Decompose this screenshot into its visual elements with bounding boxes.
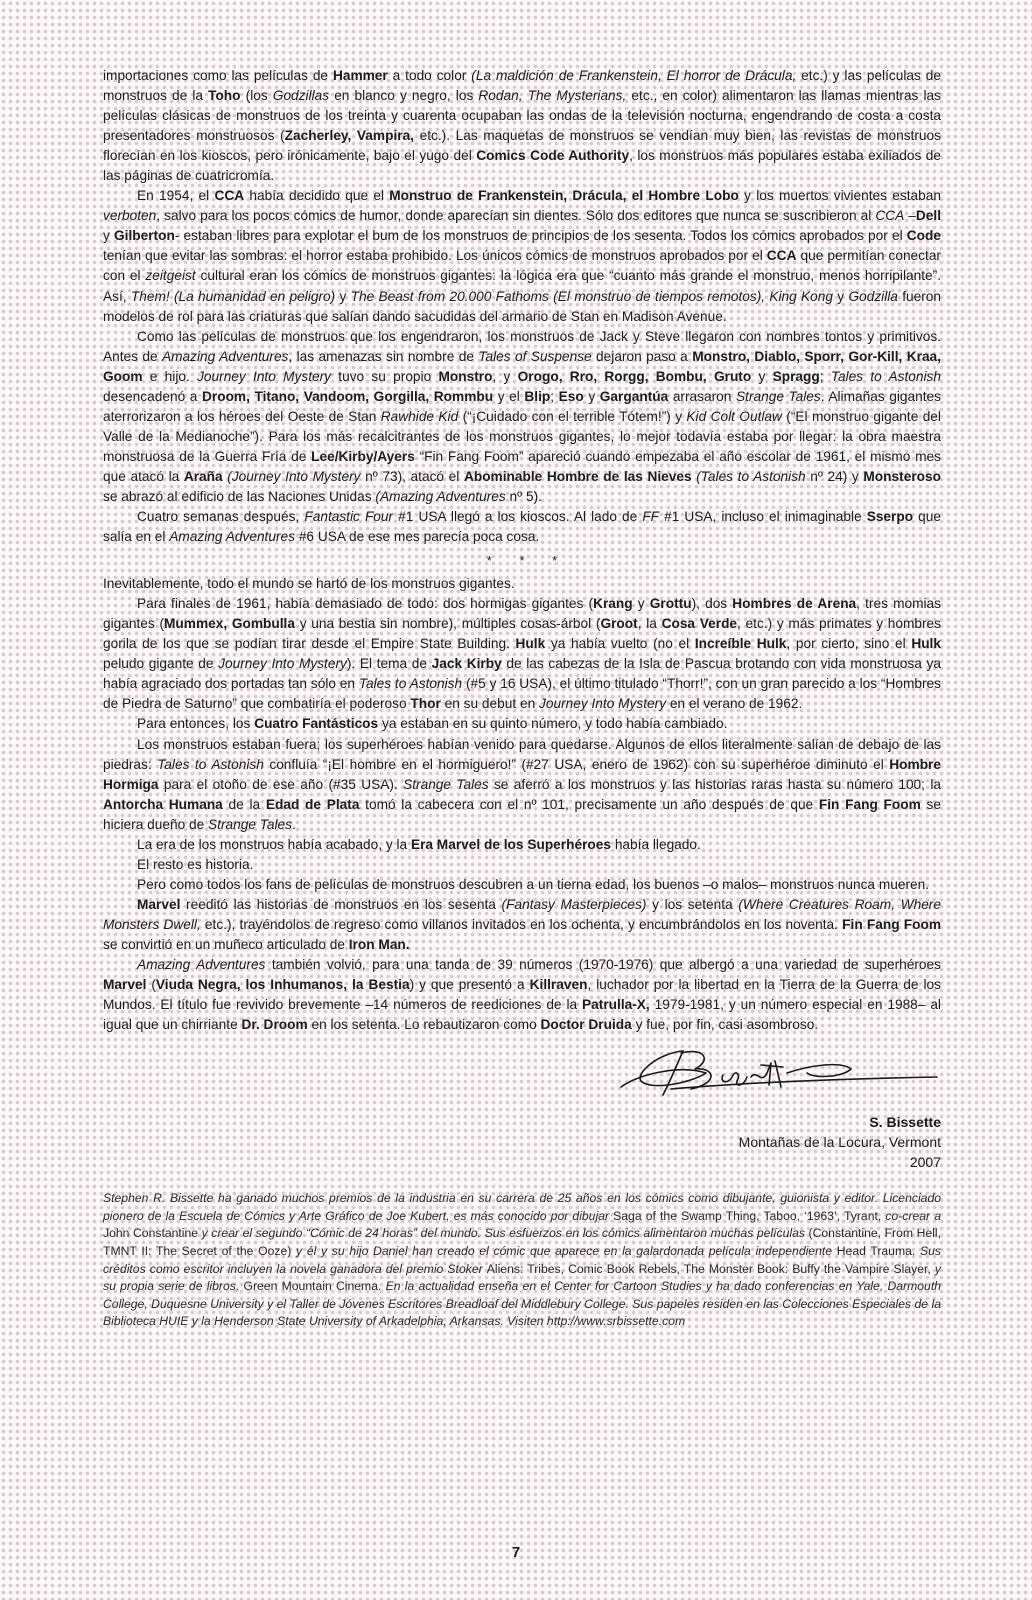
paragraph: Marvel reeditó las historias de monstruos en los sesenta (Fantasy Masterpieces) y los setenta (Where Creatures Roam, Where Monsters Dwell, etc.), trayéndolos de regreso como villanos invitados en los ochenta, y encumbrándolos en los noventa. Fin Fang Foom se convirtió en un muñeco articulado de Iron Man.: [103, 896, 941, 952]
page-number: 7: [511, 1544, 521, 1561]
paragraph: El resto es historia.: [137, 856, 254, 872]
paragraph: Para finales de 1961, había demasiado de todo: dos hormigas gigantes (Krang y Grottu), dos Hombres de Arena, tres momias gigantes (Mummex, Gombulla y una bestia sin nombre), múltiples cosas-árbol (Groot, la Cosa Verde, etc.) y más primates y hombres gorila de los que se podían tirar desde el Empire State Building. Hulk ya había vuelto (no el Increíble Hulk, por cierto, sino el Hulk peludo gigante de Journey Into Mystery). El tema de Jack Kirby de las cabezas de la Isla de Pascua brotando con vida monstruosa ya había agraciado dos portadas tan sólo en Tales to Astonish (#5 y 16 USA), el último titulado “Thorr!”, con un gran parecido a los “Hombres de Piedra de Saturno” que combatiría el poderoso Thor en su debut en Journey Into Mystery en el verano de 1962.: [103, 596, 941, 712]
author-bio: Stephen R. Bissette ha ganado muchos premios de la industria en su carrera de 25 años en los cómics como dibujante, guionista y editor. Licenciado pionero de la Escuela de Cómics y Arte Gráfico de Joe Kubert, es más conocido por dibujar Saga of the Swamp Thing, Taboo, ‘1963’, Tyrant, co-crear a John Constantine y crear el segundo “Cómic de 24 horas” del mundo. Sus esfuerzos en los cómics alimentaron muchas películas (Constantine, From Hell, TMNT II: The Secret of the Ooze) y él y su hijo Daniel han creado el cómic que aparece en la galardonada película independiente Head Trauma. Sus créditos como escritor incluyen la novela ganadora del premio Stoker Aliens: Tribes, Comic Book Rebels, The Monster Book: Buffy the Vampire Slayer, y su propia serie de libros, Green Mountain Cinema. En la actualidad enseña en el Center for Cartoon Studies y ha dado conferencias en Yale, Darmouth College, Duquesne University y el Taller de Jóvenes Escritores Breadloaf del Middlebury College. Sus papeles residen en las Colecciones Especiales de la Biblioteca HUIE y la Henderson State University of Arkadelphia, Arkansas. Visiten http://www.srbissette.com: [103, 1191, 941, 1329]
paragraph: La era de los monstruos había acabado, y la Era Marvel de los Superhéroes había llegado.: [137, 836, 701, 852]
paragraph: Pero como todos los fans de películas de monstruos descubren a un tierna edad, los buenos –o malos– monstruos nunca mueren.: [137, 876, 930, 892]
paragraph: Para entonces, los Cuatro Fantásticos ya estaban en su quinto número, y todo había cambiado.: [137, 716, 728, 732]
author-year: 2007: [909, 1154, 941, 1171]
paragraph: Como las películas de monstruos que los engendraron, los monstruos de Jack y Steve llegaron con nombres tontos y primitivos. Antes de Amazing Adventures, las amenazas sin nombre de Tales of Suspense dejaron paso a Monstro, Diablo, Sporr, Gor-Kill, Kraa, Goom e hijo. Journey Into Mystery tuvo su propio Monstro, y Orogo, Rro, Rorgg, Bombu, Gruto y Spragg; Tales to Astonish desencadenó a Droom, Titano, Vandoom, Gorgilla, Rommbu y el Blip; Eso y Gargantúa arrasaron Strange Tales. Alimañas gigantes aterrorizaron a los héroes del Oeste de Stan Rawhide Kid (“¡Cuidado con el terrible Tótem!”) y Kid Colt Outlaw (“El monstruo gigante del Valle de la Medianoche”). Para los más recalcitrantes de los monstruos gigantes, lo mejor todavía estaba por llegar: la obra maestra monstruosa de la Guerra Fría de Lee/Kirby/Ayers “Fin Fang Foom” apareció cuando empezaba el año escolar de 1961, el mismo mes que atacó la Araña (Journey Into Mystery nº 73), atacó el Abominable Hombre de las Nieves (Tales to Astonish nº 24) y Monsteroso se abrazó al edificio de las Naciones Unidas (Amazing Adventures nº 5).: [103, 328, 942, 504]
paragraph: importaciones como las películas de Hammer a todo color (La maldición de Frankenstein, El horror de Drácula, etc.) y las películas de monstruos de la Toho (los Godzillas en blanco y negro, los Rodan, The Mysterians, etc., en color) alimentaron las llamas mientras las películas clásicas de monstruos de los treinta y cuarenta ocupaban las ondas de la televisión nocturna, engendrando de costa a costa presentadores monstruosos (Zacherley, Vampira, etc.). Las maquetas de monstruos se vendían muy bien, las revistas de monstruos florecían en los kioscos, pero irónicamente, bajo el yugo del Comics Code Authority, los monstruos más populares estaba exiliados de las páginas de cuatricromía.: [103, 68, 942, 184]
page-content: [103, 66, 941, 1331]
author-name: S. Bissette: [869, 1114, 941, 1131]
paragraph: Cuatro semanas después, Fantastic Four #1 USA llegó a los kioscos. Al lado de FF #1 USA, incluso el inimaginable Sserpo que salía en el Amazing Adventures #6 USA de ese mes parecía poca cosa.: [103, 509, 941, 545]
paragraph: Los monstruos estaban fuera; los superhéroes habían venido para quedarse. Algunos de ellos literalmente salían de debajo de las piedras: Tales to Astonish confluía “¡El hombre en el hormiguero!” (#27 USA, enero de 1962) con su superhéroe diminuto el Hombre Hormiga para el otoño de ese año (#35 USA). Strange Tales se aferró a los monstruos y las historias raras hasta su número 100; la Antorcha Humana de la Edad de Plata tomó la cabecera con el nº 101, precisamente un año después de que Fin Fang Foom se hiciera dueño de Strange Tales.: [103, 736, 941, 832]
section-separator: * * *: [486, 553, 570, 569]
author-location: Montañas de la Locura, Vermont: [738, 1134, 941, 1151]
paragraph: En 1954, el CCA había decidido que el Monstruo de Frankenstein, Drácula, el Hombre Lobo y los muertos vivientes estaban verboten, salvo para los pocos cómics de humor, donde aparecían sin dientes. Sólo dos editores que nunca se suscribieron al CCA –Dell y Gilberton- estaban libres para explotar el bum de los monstruos de principios de los sesenta. Todos los cómics aprobados por el Code tenían que evitar las sombras: el horror estaba prohibido. Los únicos cómics de monstruos aprobados por el CCA que permitían conectar con el zeitgeist cultural eran los cómics de monstruos gigantes: la lógica era que “cuanto más grande el monstruo, menos horripilante”. Así, Them! (La humanidad en peligro) y The Beast from 20.000 Fathoms (El monstruo de tiempos remotos), King Kong y Godzilla fueron modelos de rol para las criaturas que salían dando sacudidas del armario de Stan en Madison Avenue.: [103, 188, 942, 324]
signature-block: [103, 1043, 941, 1172]
paragraph: Inevitablemente, todo el mundo se hartó de los monstruos gigantes.: [103, 576, 515, 592]
article-body: [103, 66, 941, 1035]
handwritten-signature: [611, 1043, 941, 1105]
paragraph: Amazing Adventures también volvió, para una tanda de 39 números (1970-1976) que albergó a una variedad de superhéroes Marvel (Viuda Negra, los Inhumanos, la Bestia) y que presentó a Killraven, luchador por la libertad en la Tierra de la Guerra de los Mundos. El título fue revivido brevemente –14 números de reediciones de la Patrulla-X, 1979-1981, y un número especial en 1988– al igual que un chirriante Dr. Droom en los setenta. Lo rebautizaron como Doctor Druida y fue, por fin, casi asombroso.: [103, 957, 941, 1033]
